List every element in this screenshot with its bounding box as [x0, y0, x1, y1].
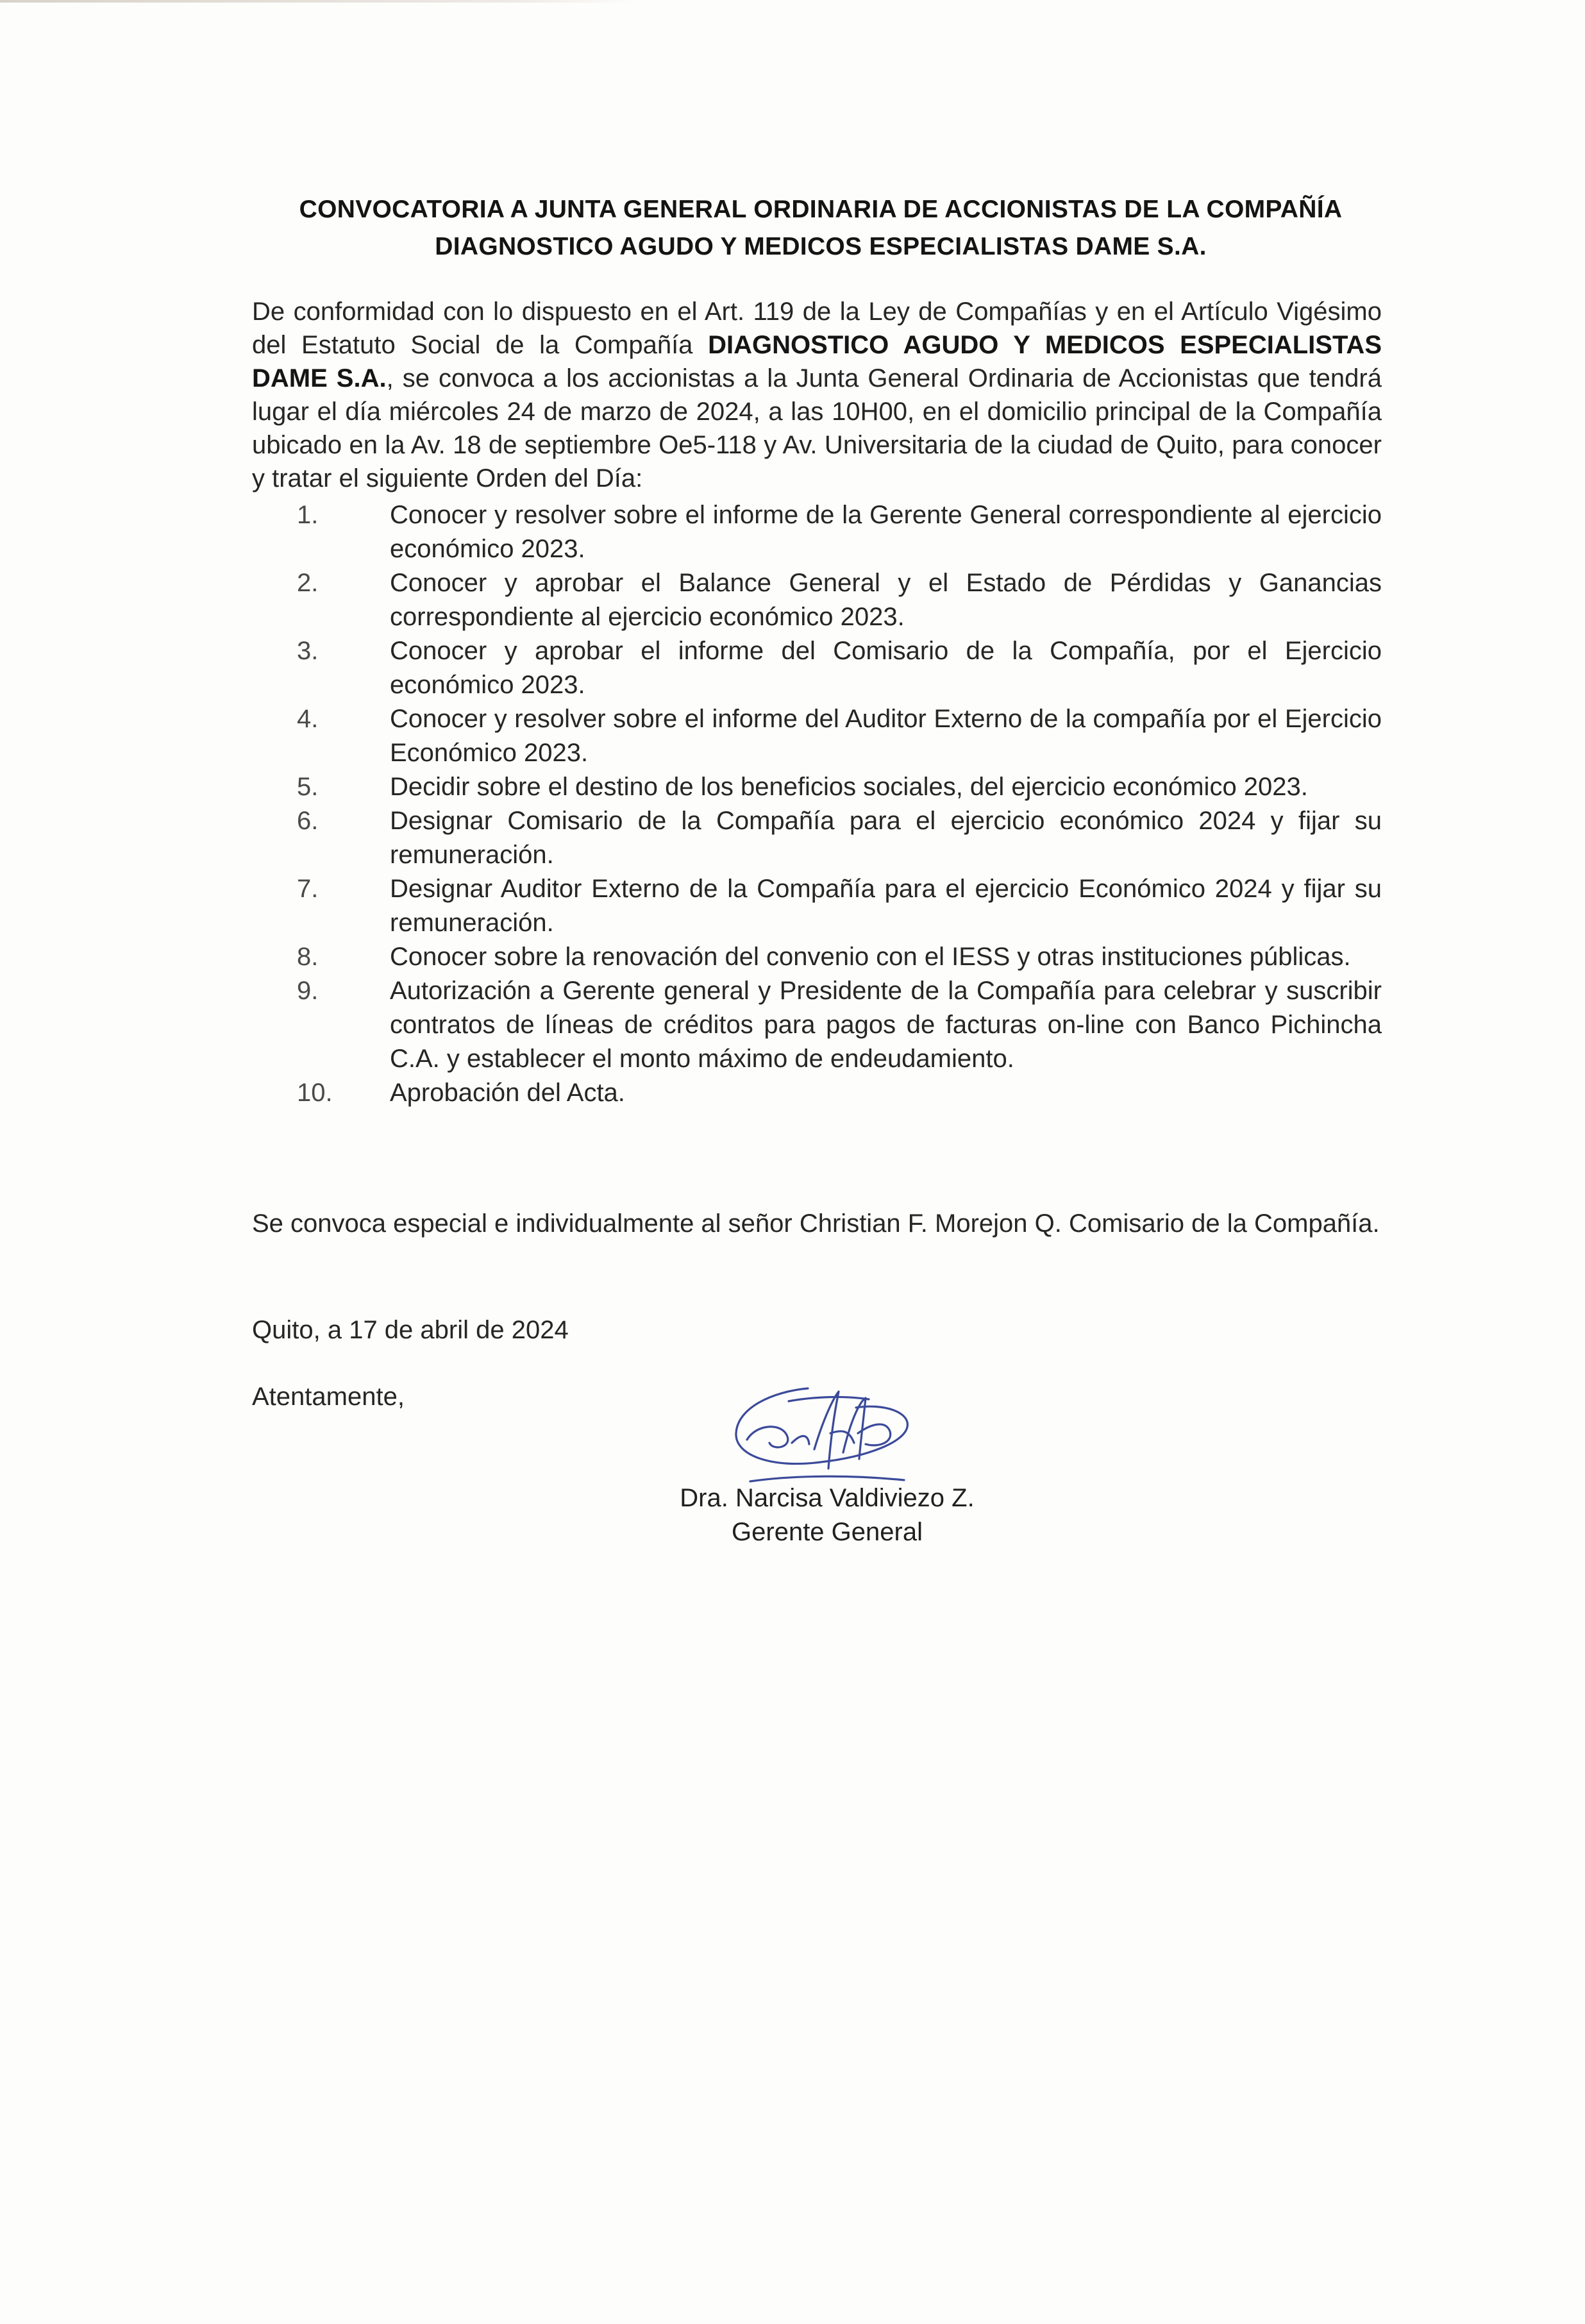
agenda-item-text: Conocer y aprobar el Balance General y el Estado de Pérdidas y Ganancias correspondiente al ejercicio económico 2023.	[390, 569, 1382, 631]
title-line-1: CONVOCATORIA A JUNTA GENERAL ORDINARIA DE ACCIONISTAS DE LA COMPAÑÍA	[299, 196, 1343, 223]
agenda-item-number: 3.	[297, 637, 319, 665]
closing-salutation: Atentamente,	[252, 1383, 405, 1411]
agenda-item-text: Conocer y aprobar el informe del Comisario de la Compañía, por el Ejercicio económico 2023.	[390, 637, 1382, 699]
agenda-item	[252, 940, 1382, 974]
intro-paragraph	[252, 295, 1382, 495]
signer-name: Dra. Narcisa Valdiviezo Z.	[680, 1484, 975, 1512]
title-line-2: DIAGNOSTICO AGUDO Y MEDICOS ESPECIALISTAS DAME S.A.	[435, 233, 1207, 260]
agenda-item	[252, 1076, 1382, 1110]
agenda-item-number: 10.	[297, 1079, 333, 1107]
intro-part-1: De conformidad con lo dispuesto en el Art. 119 de la Ley de Compañías y en el Artículo Vigésimo del Estatuto Social de la Compañía	[252, 298, 1382, 359]
agenda-item-text: Designar Comisario de la Compañía para el ejercicio económico 2024 y fijar su remuneración.	[390, 807, 1382, 869]
agenda-item-number: 6.	[297, 807, 319, 835]
agenda-item	[252, 702, 1382, 770]
intro-company-name: DIAGNOSTICO AGUDO Y MEDICOS ESPECIALISTAS DAME S.A.	[252, 331, 1382, 392]
page-top-edge	[0, 0, 635, 3]
agenda-item-number: 2.	[297, 569, 319, 597]
date-line: Quito, a 17 de abril de 2024	[252, 1316, 569, 1344]
agenda-item	[252, 566, 1382, 634]
agenda-item	[252, 634, 1382, 702]
document-title	[256, 191, 1385, 265]
agenda-item-text: Autorización a Gerente general y Presidente de la Compañía para celebrar y suscribir contratos de líneas de créditos para pagos de facturas on-line con Banco Pichincha C.A. y establecer el monto máximo de endeudamiento.	[390, 977, 1382, 1073]
agenda-item	[252, 872, 1382, 940]
convocation-note: Se convoca especial e individualmente al señor Christian F. Morejon Q. Comisario de la Compañía.	[252, 1209, 1380, 1238]
agenda-item	[252, 974, 1382, 1076]
agenda-item-number: 4.	[297, 705, 319, 733]
agenda-item	[252, 770, 1382, 804]
agenda-list	[252, 498, 1382, 1110]
agenda-item-text: Conocer y resolver sobre el informe del Auditor Externo de la compañía por el Ejercicio Económico 2023.	[390, 705, 1382, 767]
agenda-item-text: Decidir sobre el destino de los beneficios sociales, del ejercicio económico 2023.	[390, 773, 1308, 801]
signer-block	[641, 1481, 1013, 1549]
signer-role: Gerente General	[732, 1518, 923, 1546]
agenda-item-number: 1.	[297, 501, 319, 529]
agenda-item-text: Conocer sobre la renovación del convenio con el IESS y otras instituciones públicas.	[390, 943, 1351, 971]
agenda-item-text: Designar Auditor Externo de la Compañía para el ejercicio Económico 2024 y fijar su remuneración.	[390, 875, 1382, 937]
agenda-item-text: Conocer y resolver sobre el informe de la Gerente General correspondiente al ejercicio económico 2023.	[390, 501, 1382, 563]
agenda-item	[252, 498, 1382, 566]
agenda-item-number: 8.	[297, 943, 319, 971]
agenda-item-number: 9.	[297, 977, 319, 1005]
agenda-item	[252, 804, 1382, 872]
agenda-item-number: 5.	[297, 773, 319, 801]
intro-part-2: , se convoca a los accionistas a la Junta General Ordinaria de Accionistas que tendrá lugar el día miércoles 24 de marzo de 2024, a las 10H00, en el domicilio principal de la Compañía ubicado en la Av. 18 de septiembre Oe5-118 y Av. Universitaria de la ciudad de Quito, para conocer y tratar el siguiente Orden del Día:	[252, 364, 1382, 493]
agenda-item-number: 7.	[297, 875, 319, 903]
agenda-item-text: Aprobación del Acta.	[390, 1079, 625, 1107]
